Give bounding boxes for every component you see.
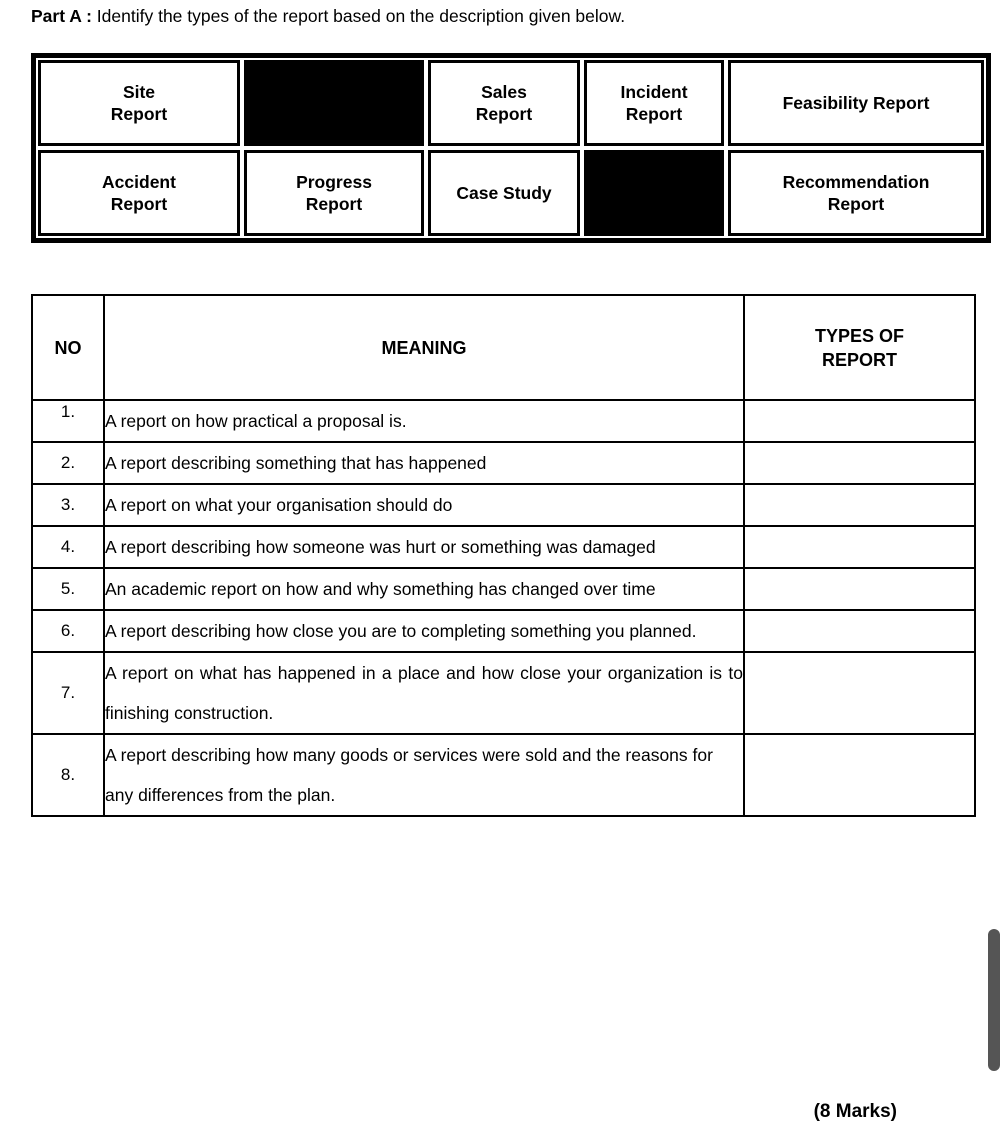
word-bank-redacted-cell (584, 150, 724, 236)
answer-cell[interactable] (744, 568, 975, 610)
word-bank-option[interactable]: Case Study (428, 150, 580, 236)
word-bank-option[interactable]: Recommendation Report (728, 150, 984, 236)
word-bank-option[interactable]: Progress Report (244, 150, 424, 236)
word-bank (31, 53, 991, 243)
word-bank-option[interactable]: Sales Report (428, 60, 580, 146)
part-a-instruction (31, 5, 625, 27)
meaning-text: A report on what your organisation should do (104, 484, 744, 526)
row-number: 4. (32, 526, 104, 568)
row-number: 5. (32, 568, 104, 610)
row-number: 3. (32, 484, 104, 526)
table-body (32, 400, 975, 816)
meaning-text: A report describing how many goods or services were sold and the reasons for any differences from the plan. (104, 734, 744, 816)
table-header (32, 295, 975, 400)
table-header-row (32, 295, 975, 400)
answer-cell[interactable] (744, 652, 975, 734)
answer-cell[interactable] (744, 400, 975, 442)
part-a-instruction-text: Identify the types of the report based on the description given below. (91, 6, 626, 26)
word-bank-option[interactable]: Feasibility Report (728, 60, 984, 146)
table-row (32, 568, 975, 610)
table-row (32, 526, 975, 568)
report-types-table (31, 294, 976, 817)
table-row (32, 734, 975, 816)
row-number: 6. (32, 610, 104, 652)
row-number: 8. (32, 734, 104, 816)
column-header-no: NO (32, 295, 104, 400)
table-row (32, 400, 975, 442)
scrollbar-thumb[interactable] (988, 929, 1000, 1071)
meaning-text: An academic report on how and why something has changed over time (104, 568, 744, 610)
meaning-text: A report describing something that has happened (104, 442, 744, 484)
word-bank-redacted-cell (244, 60, 424, 146)
table-row (32, 442, 975, 484)
meaning-text: A report describing how someone was hurt or something was damaged (104, 526, 744, 568)
answer-cell[interactable] (744, 526, 975, 568)
word-bank-option[interactable]: Site Report (38, 60, 240, 146)
meaning-text: A report on how practical a proposal is. (104, 400, 744, 442)
row-number: 2. (32, 442, 104, 484)
row-number: 1. (32, 400, 104, 442)
word-bank-option[interactable]: Accident Report (38, 150, 240, 236)
table-row (32, 652, 975, 734)
answer-cell[interactable] (744, 484, 975, 526)
table-row (32, 610, 975, 652)
vertical-scrollbar[interactable] (988, 0, 1006, 1121)
marks-note: (8 Marks) (813, 1101, 897, 1122)
answer-cell[interactable] (744, 442, 975, 484)
word-bank-row (38, 60, 984, 146)
answer-cell[interactable] (744, 610, 975, 652)
part-a-label: Part A : (31, 6, 92, 26)
column-header-meaning: MEANING (104, 295, 744, 400)
word-bank-option[interactable]: Incident Report (584, 60, 724, 146)
word-bank-row (38, 150, 984, 236)
answer-cell[interactable] (744, 734, 975, 816)
table-row (32, 484, 975, 526)
column-header-types-of-report: TYPES OF REPORT (744, 295, 975, 400)
row-number: 7. (32, 652, 104, 734)
meaning-text: A report on what has happened in a place and how close your organization is to finishing construction. (104, 652, 744, 734)
meaning-text: A report describing how close you are to completing something you planned. (104, 610, 744, 652)
